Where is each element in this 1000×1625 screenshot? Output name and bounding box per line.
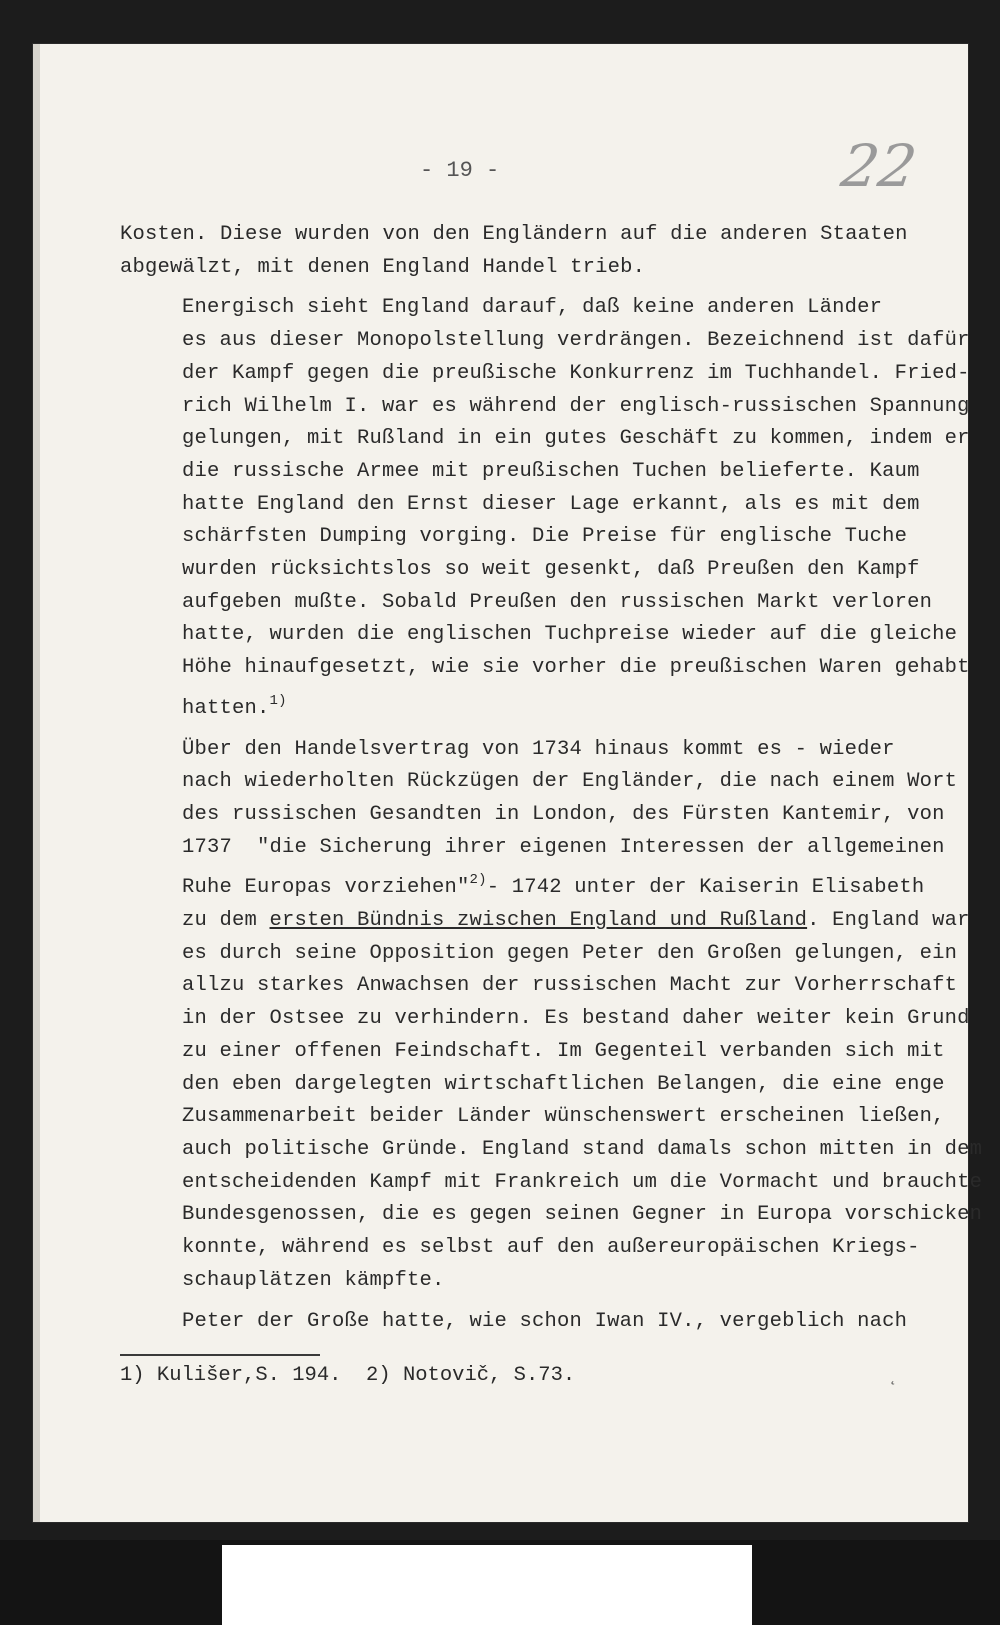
- text-line: wurden rücksichtslos so weit gesenkt, daß Preußen den Kampf: [182, 558, 920, 582]
- footnotes: 1) Kulišer,S. 194. 2) Notovič, S.73.: [120, 1364, 576, 1387]
- paragraph-1: [120, 219, 965, 284]
- text-line: Bundesgenossen, die es gegen seinen Gegner in Europa vorschicken: [182, 1203, 983, 1227]
- underlined-phrase: ersten Bündnis zwischen England und Rußland: [269, 909, 808, 933]
- text-line: entscheidenden Kampf mit Frankreich um die Vormacht und brauchte: [182, 1170, 983, 1194]
- text-line: Kosten. Diese wurden von den Engländern auf die anderen Staaten: [120, 223, 908, 246]
- text-line: schärfsten Dumping vorging. Die Preise für englische Tuche: [182, 525, 908, 549]
- text-line: aufgeben mußte. Sobald Preußen den russischen Markt verloren: [182, 590, 933, 614]
- text-line: Höhe hinaufgesetzt, wie sie vorher die preußischen Waren gehabt: [182, 656, 970, 680]
- footnote-ref-1: 1): [269, 692, 287, 709]
- text-line: abgewälzt, mit denen England Handel trieb.: [120, 255, 646, 279]
- footnote-ref-2: 2): [469, 872, 487, 889]
- text-line: hatte England den Ernst dieser Lage erkannt, als es mit dem: [182, 492, 920, 516]
- text-line: Peter der Große hatte, wie schon Iwan IV., vergeblich nach: [182, 1309, 908, 1333]
- text-line: [120, 864, 965, 905]
- text-line: schauplätzen kämpfte.: [182, 1268, 445, 1292]
- text-line: nach wiederholten Rückzügen der Engländer, die nach einem Wort: [182, 770, 958, 794]
- text-line: Zusammenarbeit beider Länder wünschenswert erscheinen ließen,: [182, 1105, 945, 1129]
- text-line: hatte, wurden die englischen Tuchpreise wieder auf die gleiche: [182, 623, 958, 647]
- text-line: der Kampf gegen die preußische Konkurrenz im Tuchhandel. Fried-: [182, 361, 970, 385]
- page-binding-edge: [33, 44, 40, 1522]
- body-text: [120, 219, 983, 1338]
- scan-color-strip: [222, 1545, 752, 1625]
- text-line: rich Wilhelm I. war es während der englisch-russischen Spannung: [182, 394, 970, 418]
- text-line: konnte, während es selbst auf den außereuropäischen Kriegs-: [182, 1236, 920, 1260]
- text-line: des russischen Gesandten in London, des Fürsten Kantemir, von: [182, 802, 945, 826]
- text-line: es durch seine Opposition gegen Peter den Großen gelungen, ein: [182, 941, 958, 965]
- text-line: gelungen, mit Rußland in ein gutes Geschäft zu kommen, indem er: [182, 427, 970, 451]
- text-line: Über den Handelsvertrag von 1734 hinaus kommt es - wieder: [182, 737, 895, 761]
- text-line: allzu starkes Anwachsen der russischen Macht zur Vorherrschaft: [182, 974, 958, 998]
- text-line: 1737 "die Sicherung ihrer eigenen Interessen der allgemeinen: [182, 835, 945, 859]
- text-fragment: - 1742 unter der Kaiserin Elisabeth: [486, 876, 925, 900]
- paragraph-4: [120, 1306, 965, 1339]
- text-line: [120, 685, 965, 726]
- text-line: zu einer offenen Feindschaft. Im Gegenteil verbanden sich mit: [182, 1039, 945, 1063]
- handwritten-folio-number: 22: [837, 132, 921, 200]
- text-line: den eben dargelegten wirtschaftlichen Belangen, die eine enge: [182, 1072, 945, 1096]
- text-fragment: hatten.: [182, 696, 270, 720]
- text-fragment: . England war: [807, 909, 970, 933]
- paragraph-3: [120, 734, 983, 1298]
- text-line: Energisch sieht England darauf, daß keine anderen Länder: [182, 296, 883, 320]
- text-line: die russische Armee mit preußischen Tuchen belieferte. Kaum: [182, 459, 920, 483]
- text-fragment: zu dem: [182, 909, 270, 933]
- text-line: [120, 905, 970, 938]
- page-number: - 19 -: [420, 158, 500, 183]
- text-line: auch politische Gründe. England stand damals schon mitten in dem: [182, 1137, 983, 1161]
- footnote-separator: [120, 1354, 320, 1356]
- text-line: in der Ostsee zu verhindern. Es bestand daher weiter kein Grund: [182, 1007, 970, 1031]
- paragraph-2: [120, 292, 970, 725]
- text-line: es aus dieser Monopolstellung verdrängen. Bezeichnend ist dafür: [182, 329, 970, 353]
- text-fragment: Ruhe Europas vorziehen": [182, 876, 470, 900]
- stray-mark: ˛: [888, 1368, 898, 1386]
